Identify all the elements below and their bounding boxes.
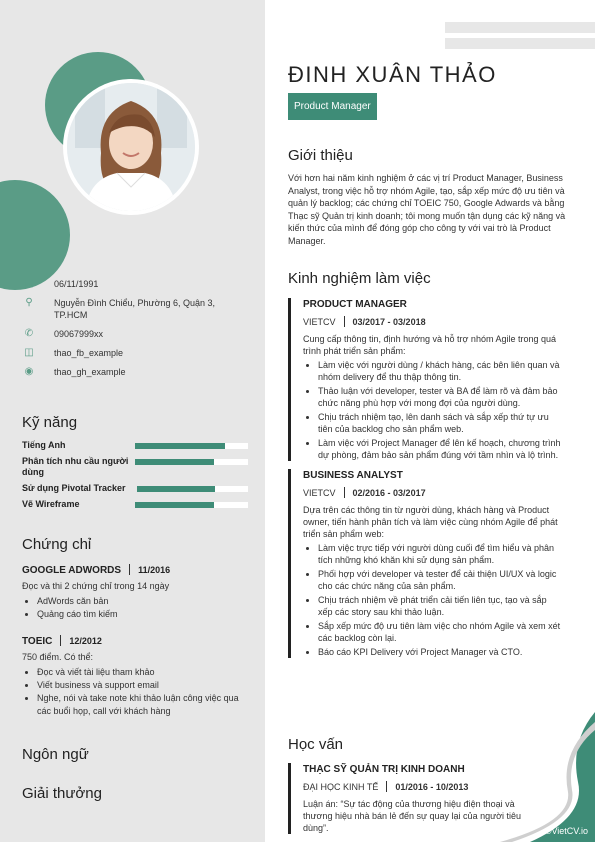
divider [344,487,345,498]
contact-row [22,278,252,290]
job-period: 02/2016 - 03/2017 [352,488,426,498]
intro-text: Với hơn hai năm kinh nghiệm ở các vị trí Product Manager, Business Analyst, trong việc hỗ trợ nhóm Agile, tạo, sắp xếp mức độ ưu tiên và quản lý backlog; các chứng chỉ TOEIC 750, Google Adwards và bằng Thạc sỹ Quản trị kinh doanh; tôi mong muốn tận dụng các kỹ năng và kiến thức của mình để đóng góp cho công ty với vai trò là Product Manager. [288,173,566,246]
candidate-name: ĐINH XUÂN THẢO [288,62,497,87]
awards-title: Giải thưởng [22,785,102,802]
divider [344,316,345,327]
contact-row [22,347,252,359]
languages-title: Ngôn ngữ [22,746,89,763]
decor-circle [0,180,70,290]
list-item: • Làm việc với Project Manager để lên kế hoạch, chương trình dự phòng, đảm bảo sản phẩm đúng với tầm nhìn và lộ trình. [318,437,563,461]
certificate-heading [22,635,252,647]
skill-bar-fill [137,486,215,492]
skill-bar [137,486,248,492]
certificates-title: Chứng chỉ [22,536,92,553]
certificate-heading [22,564,252,576]
certificate-item [22,635,252,718]
calendar-icon: ▦ [24,278,34,289]
sidebar [0,0,265,842]
job-title: BUSINESS ANALYST [303,470,403,481]
certificate-date: 12/2012 [69,636,102,646]
list-item: • Phối hợp với developer và tester để cải thiện UI/UX và logic cho các chức năng của sản phẩm. [318,568,563,592]
certificate-name: TOEIC [22,636,53,647]
contact-row [22,366,252,378]
skill-name: Vẽ Wireframe [22,499,80,509]
contact-row [22,297,252,321]
job-company: VIETCV [303,488,336,498]
decor-bar [445,38,595,49]
skills-title: Kỹ năng [22,414,78,431]
person-avatar-illustration [67,83,195,211]
skill-item [22,483,252,494]
contact-list [22,278,252,385]
certificate-desc: Đọc và thi 2 chứng chỉ trong 14 ngày [22,581,170,591]
job-meta [303,487,563,500]
brand-watermark: ©VietCV.io [544,826,588,836]
intro-title: Giới thiệu [288,147,353,164]
list-item: • Đọc và viết tài liệu tham khảo [37,666,252,679]
job-bullets [303,359,563,461]
education-desc: Luận án: “Sự tác động của thương hiệu điện thoại và thương hiệu nhà bán lẻ đến sự quay lại của người tiêu dùng”. [303,799,522,833]
list-item: • Thảo luận với developer, tester và BA để làm rõ và đảm bảo chức năng phù hợp với mong đợi của người dùng. [318,385,563,409]
address-text: Nguyễn Đình Chiểu, Phường 6, Quận 3, TP.HCM [54,298,216,320]
certificate-date: 11/2016 [138,565,171,575]
skill-bar [135,443,248,449]
list-item: • Viết business và support email [37,679,252,692]
contact-row [22,328,252,340]
skill-bar-fill [135,502,214,508]
certificate-item [22,564,252,621]
certificate-bullets [22,666,252,718]
experience-title: Kinh nghiệm làm việc [288,270,431,287]
list-item: • Báo cáo KPI Delivery với Project Manager và CTO. [318,646,563,658]
job-company: VIETCV [303,317,336,327]
main-content [265,0,595,842]
job-title: PRODUCT MANAGER [303,299,407,310]
list-item: • Làm việc với người dùng / khách hàng, các bên liên quan và nhóm delivery để thu thập thông tin. [318,359,563,383]
list-item: • Làm việc trực tiếp với người dùng cuối để tìm hiểu và phân tích những khó khăn khi sử dụng sản phẩm. [318,542,563,566]
school-name: ĐẠI HỌC KINH TẾ [303,782,379,792]
list-item: • Chịu trách nhiệm về phát triển cải tiến liên tục, tạo và sắp xếp các story sau khi thảo luận. [318,594,563,618]
profile-photo [67,83,195,211]
certificate-name: GOOGLE ADWORDS [22,565,122,576]
list-item: • Quảng cáo tìm kiếm [37,608,252,621]
facebook-icon: ◫ [24,347,34,358]
github-icon: ◉ [24,366,34,377]
skill-item [22,440,252,451]
job-desc: Cung cấp thông tin, định hướng và hỗ trợ nhóm Agile trong quá trình phát triển sản phẩm: [303,334,556,356]
phone-text[interactable]: 09067999xx [54,329,104,339]
skill-item [22,456,252,478]
certificate-desc: 750 điểm. Có thể: [22,652,94,662]
experience-list [288,298,563,660]
certificate-bullets [22,595,252,621]
list-item: • AdWords căn bản [37,595,252,608]
github-link[interactable]: thao_gh_example [54,367,126,377]
job-item [288,298,563,461]
divider [386,781,387,792]
phone-icon: ✆ [24,328,34,339]
list-item: • Sắp xếp mức độ ưu tiên làm việc cho nhóm Agile và xem xét các backlog còn lại. [318,620,563,644]
job-bullets [303,542,563,658]
dob-text: 06/11/1991 [54,279,99,289]
skill-bar [135,502,248,508]
list-item: • Nghe, nói và take note khi thảo luận công việc qua các buổi họp, call với khách hàng [37,692,252,718]
decor-bar [445,22,595,33]
divider [129,564,130,575]
skill-bar [135,459,248,465]
skill-bar-fill [135,443,225,449]
job-desc: Dựa trên các thông tin từ người dùng, khách hàng và Product owner, tiến hành phân tích và làm việc cùng nhóm Agile để phát triển sản phẩm web: [303,505,558,539]
job-period: 03/2017 - 03/2018 [352,317,426,327]
skill-name: Tiếng Anh [22,440,66,450]
list-item: • Chịu trách nhiệm tạo, lên danh sách và sắp xếp thứ tự ưu tiên của backlog cho sản phẩm web. [318,411,563,435]
education-title: Học vấn [288,736,344,753]
divider [60,635,61,646]
location-icon: ⚲ [25,297,33,308]
decor-wave [460,712,595,842]
job-item [288,469,563,658]
skill-name: Sử dụng Pivotal Tracker [22,483,126,493]
skill-bar-fill [135,459,214,465]
skills-list [22,440,252,515]
degree-title: THẠC SỸ QUẢN TRỊ KINH DOANH [303,764,465,775]
job-meta [303,316,563,329]
skill-name: Phân tích nhu cầu người dùng [22,456,129,477]
role-badge: Product Manager [288,93,377,120]
skill-item [22,499,252,510]
facebook-link[interactable]: thao_fb_example [54,348,124,358]
education-period: 01/2016 - 10/2013 [395,782,469,792]
